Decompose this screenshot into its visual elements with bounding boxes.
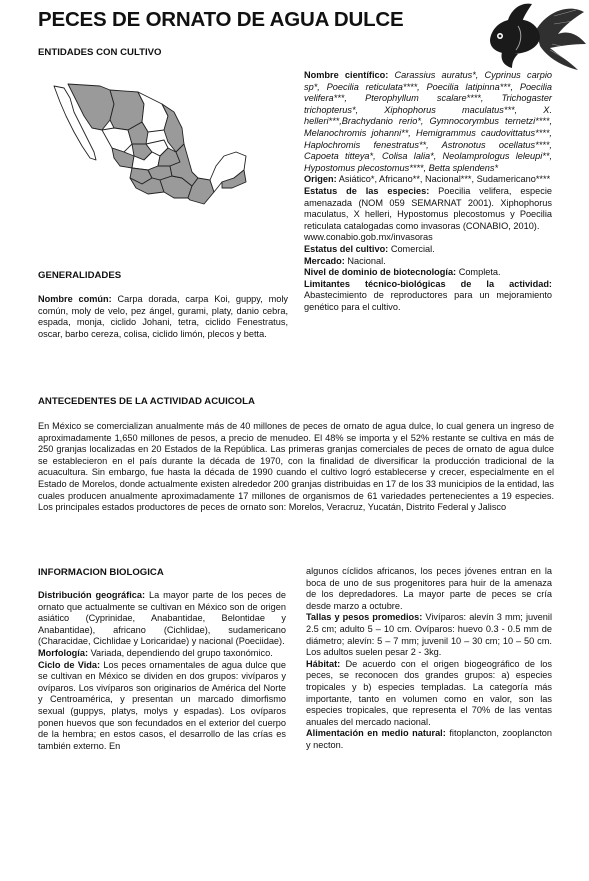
feeding-paragraph: Alimentación en medio natural: fitoplancton, zooplancton y necton.	[306, 728, 552, 750]
background-paragraph: En México se comercializan anualmente más de 40 millones de peces de ornato de agua dulce, lo cual genera un ingreso de aproximadamente 1,650 millones de pesos, a precio de menudeo. El 48% se importa y el 52% restante se cultiva en más de 250 granjas localizadas en 20 Estados de la República. Las primeras granjas comerciales de peces de ornato de agua dulce se establecieron en el país durante la década de 1970, con la finalidad de diversificar la producción tradicional de la acuacultura. Sin embargo, fue hasta la década de 1990 cuando el cultivo logró establecerse y crecer, especialmente en el Estado de Morelos, donde actualmente existen alrededor 200 granjas distribuidas en 17 de los 33 municipios de la entidad, las cuales producen anualmente aproximadamente 17 millones de organismos de 61 variedades pertenecientes a 19 especies. Los principales estados productores de peces de ornato son: Morelos, Veracruz, Yucatán, Distrito Federal y Jalisco	[38, 421, 554, 513]
life-cycle-paragraph: Ciclo de Vida: Los peces ornamentales de agua dulce que se cultivan en México se dividen en dos grupos: vivíparos y ovíparos. Los vivíparos son originarios de América del Norte y Centroamérica, y presentan un marcado dimorfismo sexual (guppys, platys, molys y espadas). Los ovíparos ponen huevos que son fecundados en el exterior del cuerpo de la hembra; en estos casos, el desarrollo de las crías es también externo. En	[38, 659, 286, 751]
section-heading-informacion-biologica: INFORMACION BIOLOGICA	[38, 567, 164, 578]
species-status-paragraph: Estatus de las especies: Poecilia velifera, especie amenazada (NOM 059 SEMARNAT 2001). Xiphophorus maculatus, X helleri, Hypostomus plecostomus y Poecilia reticulata catalogadas como invasoras (CONABIO, 2010).	[304, 185, 552, 231]
web-link[interactable]: www.conabio.gob.mx/invasoras	[304, 232, 433, 243]
culture-status-paragraph: Estatus del cultivo: Comercial.	[304, 243, 435, 254]
scientific-name-paragraph: Nombre científico: Carassius auratus*, Cyprinus carpio sp*, Poecilia reticulata****, Poecilia latipinna***, Poecilia velifera***, Pterophyllum scalare****, Trichogaster trichopterus*, Xiphophorus maculatus***, X. helleri***,Brachydanio rerio*, Gymnocorymbus ternetzi****, Melanochromis johanni**, Hemigrammus caudovittatus****, Haplochromis fenestratus**, Astronotus ocellatus****, Capoeta titteya*, Colisa lalia*, Neolamprologus leleupi**, Hypostomus plecostomus****, Betta splendens*	[304, 70, 552, 173]
species-info-block	[304, 70, 552, 313]
biology-left-column	[38, 590, 286, 752]
life-cycle-continued: algunos cíclidos africanos, los peces jóvenes entran en la boca de uno de sus progenitores para huir de la amenaza de los depredadores. La mayor parte de peces se cría desde marzo a octubre.	[306, 566, 552, 611]
section-heading-generalidades: GENERALIDADES	[38, 270, 122, 281]
limitations-paragraph: Limitantes técnico-biológicas de la actividad: Abastecimiento de reproductores para un mejoramiento genético para el cultivo.	[304, 278, 552, 312]
habitat-paragraph: Hábitat: De acuerdo con el origen biogeográfico de los peces, se reconocen dos grandes grupos: a) especies tropicales y b) especies templadas. La categoría más importante, tanto en volumen como en valor, son las especies tropicales, que representa el 70% de las ventas anuales del mercado nacional.	[306, 658, 552, 727]
biotech-level-paragraph: Nivel de dominio de biotecnología: Completa.	[304, 267, 501, 278]
morphology-paragraph: Morfología: Variada, dependiendo del grupo taxonómico.	[38, 647, 273, 658]
section-heading-entidades: ENTIDADES CON CULTIVO	[38, 47, 162, 58]
page-title: PECES DE ORNATO DE AGUA DULCE	[38, 8, 404, 31]
goldfish-illustration-icon	[478, 0, 588, 72]
common-name-paragraph: Nombre común: Carpa dorada, carpa Koi, guppy, moly común, moly de velo, pez ángel, gurami, platy, danio cebra, espada, monja, ciclido Johani, tetra, ciclido Fenestratus, oscar, barbo cereza, colisa, ciclido limón, plecos y betta.	[38, 294, 288, 339]
mexico-map-icon	[52, 82, 250, 232]
sizes-weights-paragraph: Tallas y pesos promedios: Vivíparos: alevín 3 mm; juvenil 2.5 cm; adulto 5 – 10 cm. Ovíparos: huevo 0.3 - 0.5 mm de diámetro; alevín: 5 – 7 mm; juvenil 10 – 30 cm; 10 – 50 cm. Los adultos suelen pesar 2 - 3kg.	[306, 612, 552, 658]
origin-paragraph: Origen: Asiático*, Africano**, Nacional***, Sudamericano****	[304, 174, 551, 185]
biology-right-column	[306, 566, 552, 752]
market-paragraph: Mercado: Nacional.	[304, 255, 386, 266]
distribution-paragraph: Distribución geográfica: La mayor parte de los peces de ornato que actualmente se cultivan en México son de origen asiático (Cyprinidae, Anabantidae, Belontidae y Anabantidae), africano (Cichlidae), sudamericano (Characidae, Cichlidae y Loricaridae) y nacional (Poeciidae).	[38, 590, 286, 647]
section-heading-antecedentes: ANTECEDENTES DE LA ACTIVIDAD ACUICOLA	[38, 396, 255, 407]
